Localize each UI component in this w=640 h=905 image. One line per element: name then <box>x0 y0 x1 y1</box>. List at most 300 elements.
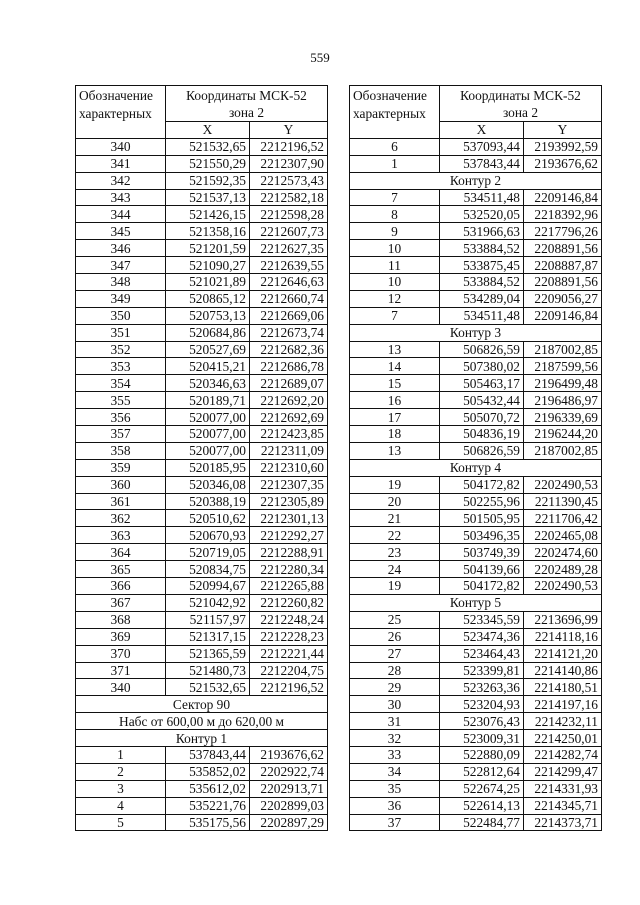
point-id-cell: 367 <box>76 594 166 611</box>
point-id-cell: 32 <box>350 730 440 747</box>
table-row <box>76 240 328 257</box>
x-coordinate-cell: 534289,04 <box>440 290 524 307</box>
point-id-cell: 353 <box>76 358 166 375</box>
point-id-cell: 340 <box>76 138 166 155</box>
y-coordinate-cell: 2214197,16 <box>524 696 602 713</box>
x-coordinate-cell: 505432,44 <box>440 392 524 409</box>
x-coordinate-cell: 521365,59 <box>166 645 250 662</box>
point-id-cell: 31 <box>350 713 440 730</box>
x-coordinate-cell: 537843,44 <box>440 155 524 172</box>
y-coordinate-cell: 2209056,27 <box>524 290 602 307</box>
x-coordinate-cell: 535612,02 <box>166 780 250 797</box>
table-row <box>76 426 328 443</box>
y-coordinate-cell: 2196244,20 <box>524 426 602 443</box>
x-coordinate-cell: 523263,36 <box>440 679 524 696</box>
table-row <box>76 206 328 223</box>
x-coordinate-cell: 520189,71 <box>166 392 250 409</box>
x-coordinate-cell: 520684,86 <box>166 324 250 341</box>
x-coordinate-cell: 521592,35 <box>166 172 250 189</box>
x-coordinate-cell: 520719,05 <box>166 544 250 561</box>
y-coordinate-cell: 2214232,11 <box>524 713 602 730</box>
point-id-cell: 349 <box>76 290 166 307</box>
table-row <box>76 645 328 662</box>
header-row <box>76 86 328 122</box>
x-coordinate-cell: 520834,75 <box>166 561 250 578</box>
y-coordinate-cell: 2212682,36 <box>250 341 328 358</box>
y-coordinate-cell: 2187002,85 <box>524 341 602 358</box>
table-row <box>76 155 328 172</box>
point-id-cell: 361 <box>76 493 166 510</box>
point-id-cell: 350 <box>76 307 166 324</box>
x-coordinate-cell: 502255,96 <box>440 493 524 510</box>
table-row <box>350 611 602 628</box>
x-coordinate-cell: 535175,56 <box>166 814 250 831</box>
y-coordinate-cell: 2212669,06 <box>250 307 328 324</box>
table-row <box>350 426 602 443</box>
table-row <box>76 797 328 814</box>
table-row <box>350 730 602 747</box>
point-id-cell: 34 <box>350 763 440 780</box>
coords-label-line-1: Координаты МСК-52 <box>186 88 307 103</box>
x-coordinate-cell: 520346,63 <box>166 375 250 392</box>
x-coordinate-cell: 533875,45 <box>440 257 524 274</box>
point-id-cell: 16 <box>350 392 440 409</box>
x-coordinate-cell: 520388,19 <box>166 493 250 510</box>
section-row <box>350 459 602 476</box>
table-row <box>76 814 328 831</box>
x-coordinate-cell: 523399,81 <box>440 662 524 679</box>
point-id-cell: 1 <box>350 155 440 172</box>
point-id-cell: 358 <box>76 442 166 459</box>
x-coordinate-cell: 522484,77 <box>440 814 524 831</box>
section-row <box>76 730 328 747</box>
y-coordinate-cell: 2212196,52 <box>250 679 328 696</box>
point-id-cell: 345 <box>76 223 166 240</box>
table-row <box>76 341 328 358</box>
table-row <box>350 257 602 274</box>
point-id-cell: 364 <box>76 544 166 561</box>
table-row <box>76 594 328 611</box>
table-row <box>76 679 328 696</box>
y-coordinate-cell: 2208891,56 <box>524 274 602 291</box>
point-label-line-2: характерных <box>353 106 426 121</box>
y-header: Y <box>250 122 328 139</box>
table-row <box>76 442 328 459</box>
point-id-cell: 19 <box>350 578 440 595</box>
table-row <box>76 257 328 274</box>
coordinates-table-right <box>349 85 602 831</box>
y-coordinate-cell: 2214121,20 <box>524 645 602 662</box>
y-coordinate-cell: 2218392,96 <box>524 206 602 223</box>
y-coordinate-cell: 2187002,85 <box>524 442 602 459</box>
y-coordinate-cell: 2214282,74 <box>524 746 602 763</box>
table-row <box>350 645 602 662</box>
section-row <box>350 594 602 611</box>
x-coordinate-cell: 523076,43 <box>440 713 524 730</box>
x-coordinate-cell: 521042,92 <box>166 594 250 611</box>
table-row <box>350 358 602 375</box>
coordinates-table-left <box>75 85 328 831</box>
y-coordinate-cell: 2214331,93 <box>524 780 602 797</box>
table-row <box>350 578 602 595</box>
point-id-cell: 362 <box>76 510 166 527</box>
y-coordinate-cell: 2212280,34 <box>250 561 328 578</box>
point-id-cell: 17 <box>350 409 440 426</box>
x-coordinate-cell: 520077,00 <box>166 442 250 459</box>
y-coordinate-cell: 2214250,01 <box>524 730 602 747</box>
x-coordinate-cell: 503496,35 <box>440 527 524 544</box>
point-id-cell: 22 <box>350 527 440 544</box>
y-coordinate-cell: 2212228,23 <box>250 628 328 645</box>
section-row <box>350 172 602 189</box>
table-row <box>76 223 328 240</box>
point-id-cell: 3 <box>76 780 166 797</box>
y-coordinate-cell: 2213696,99 <box>524 611 602 628</box>
x-coordinate-cell: 520346,08 <box>166 476 250 493</box>
point-id-cell: 12 <box>350 290 440 307</box>
point-label-line-1: Обозначение <box>79 88 153 103</box>
point-id-cell: 8 <box>350 206 440 223</box>
x-coordinate-cell: 531966,63 <box>440 223 524 240</box>
point-id-cell: 341 <box>76 155 166 172</box>
x-coordinate-cell: 520753,13 <box>166 307 250 324</box>
x-coordinate-cell: 504139,66 <box>440 561 524 578</box>
point-id-cell: 25 <box>350 611 440 628</box>
point-id-cell: 7 <box>350 307 440 324</box>
table-row <box>350 290 602 307</box>
point-id-cell: 23 <box>350 544 440 561</box>
y-coordinate-cell: 2212639,55 <box>250 257 328 274</box>
y-coordinate-cell: 2187599,56 <box>524 358 602 375</box>
y-coordinate-cell: 2196339,69 <box>524 409 602 426</box>
table-row <box>76 561 328 578</box>
coords-label-line-2: зона 2 <box>502 105 539 120</box>
x-coordinate-cell: 520670,93 <box>166 527 250 544</box>
y-coordinate-cell: 2193676,62 <box>524 155 602 172</box>
point-id-cell: 14 <box>350 358 440 375</box>
point-id-cell: 11 <box>350 257 440 274</box>
point-id-cell: 26 <box>350 628 440 645</box>
point-id-cell: 21 <box>350 510 440 527</box>
table-row <box>350 223 602 240</box>
x-coordinate-cell: 501505,95 <box>440 510 524 527</box>
y-coordinate-cell: 2214373,71 <box>524 814 602 831</box>
table-body-left <box>76 86 328 831</box>
point-id-cell: 4 <box>76 797 166 814</box>
table-row <box>350 780 602 797</box>
table-row <box>350 307 602 324</box>
y-coordinate-cell: 2217796,26 <box>524 223 602 240</box>
table-row <box>76 493 328 510</box>
point-label-line-1: Обозначение <box>353 88 427 103</box>
x-coordinate-cell: 523009,31 <box>440 730 524 747</box>
point-id-cell: 6 <box>350 138 440 155</box>
y-coordinate-cell: 2212423,85 <box>250 426 328 443</box>
point-id-cell: 369 <box>76 628 166 645</box>
table-row <box>76 172 328 189</box>
point-id-cell: 351 <box>76 324 166 341</box>
table-row <box>76 476 328 493</box>
point-id-cell: 35 <box>350 780 440 797</box>
x-coordinate-cell: 521480,73 <box>166 662 250 679</box>
table-row <box>350 375 602 392</box>
section-row <box>76 713 328 730</box>
x-coordinate-cell: 521426,15 <box>166 206 250 223</box>
table-row <box>76 375 328 392</box>
table-row <box>350 527 602 544</box>
point-id-cell: 20 <box>350 493 440 510</box>
section-title: Сектор 90 <box>76 696 328 713</box>
point-id-cell: 371 <box>76 662 166 679</box>
point-id-cell: 360 <box>76 476 166 493</box>
section-title: Контур 3 <box>350 324 602 341</box>
y-header: Y <box>524 122 602 139</box>
y-coordinate-cell: 2212310,60 <box>250 459 328 476</box>
point-id-cell: 36 <box>350 797 440 814</box>
table-row <box>76 290 328 307</box>
point-id-cell: 13 <box>350 442 440 459</box>
section-title: Контур 4 <box>350 459 602 476</box>
point-id-cell: 5 <box>76 814 166 831</box>
point-id-cell: 343 <box>76 189 166 206</box>
point-id-cell: 368 <box>76 611 166 628</box>
table-row <box>76 510 328 527</box>
point-label-line-2: характерных <box>79 106 152 121</box>
x-coordinate-cell: 520185,95 <box>166 459 250 476</box>
point-id-cell: 7 <box>350 189 440 206</box>
y-coordinate-cell: 2212598,28 <box>250 206 328 223</box>
y-coordinate-cell: 2212686,78 <box>250 358 328 375</box>
x-coordinate-cell: 523204,93 <box>440 696 524 713</box>
x-coordinate-cell: 523464,43 <box>440 645 524 662</box>
y-coordinate-cell: 2212689,07 <box>250 375 328 392</box>
x-coordinate-cell: 521358,16 <box>166 223 250 240</box>
y-coordinate-cell: 2212260,82 <box>250 594 328 611</box>
table-row <box>76 611 328 628</box>
table-row <box>76 358 328 375</box>
table-row <box>350 814 602 831</box>
table-row <box>350 392 602 409</box>
table-row <box>350 696 602 713</box>
point-id-cell: 363 <box>76 527 166 544</box>
x-coordinate-cell: 507380,02 <box>440 358 524 375</box>
page-number: 559 <box>310 50 330 65</box>
section-title: Контур 5 <box>350 594 602 611</box>
y-coordinate-cell: 2214299,47 <box>524 763 602 780</box>
point-label-header <box>76 86 166 139</box>
y-coordinate-cell: 2202489,28 <box>524 561 602 578</box>
y-coordinate-cell: 2202490,53 <box>524 476 602 493</box>
y-coordinate-cell: 2202490,53 <box>524 578 602 595</box>
x-coordinate-cell: 521157,97 <box>166 611 250 628</box>
x-coordinate-cell: 504836,19 <box>440 426 524 443</box>
table-row <box>350 189 602 206</box>
y-coordinate-cell: 2212292,27 <box>250 527 328 544</box>
x-coordinate-cell: 523345,59 <box>440 611 524 628</box>
point-id-cell: 10 <box>350 240 440 257</box>
y-coordinate-cell: 2193676,62 <box>250 746 328 763</box>
x-coordinate-cell: 520865,12 <box>166 290 250 307</box>
y-coordinate-cell: 2209146,84 <box>524 307 602 324</box>
y-coordinate-cell: 2212305,89 <box>250 493 328 510</box>
y-coordinate-cell: 2202474,60 <box>524 544 602 561</box>
point-id-cell: 28 <box>350 662 440 679</box>
y-coordinate-cell: 2212307,35 <box>250 476 328 493</box>
x-coordinate-cell: 505463,17 <box>440 375 524 392</box>
y-coordinate-cell: 2202899,03 <box>250 797 328 814</box>
point-id-cell: 9 <box>350 223 440 240</box>
y-coordinate-cell: 2202897,29 <box>250 814 328 831</box>
point-id-cell: 346 <box>76 240 166 257</box>
point-id-cell: 356 <box>76 409 166 426</box>
table-row <box>76 763 328 780</box>
x-coordinate-cell: 533884,52 <box>440 240 524 257</box>
y-coordinate-cell: 2212607,73 <box>250 223 328 240</box>
table-row <box>76 544 328 561</box>
y-coordinate-cell: 2214345,71 <box>524 797 602 814</box>
x-coordinate-cell: 521537,13 <box>166 189 250 206</box>
x-coordinate-cell: 522812,64 <box>440 763 524 780</box>
point-id-cell: 357 <box>76 426 166 443</box>
table-row <box>350 409 602 426</box>
table-row <box>76 274 328 291</box>
table-row <box>350 442 602 459</box>
x-coordinate-cell: 520415,21 <box>166 358 250 375</box>
section-title: Набс от 600,00 м до 620,00 м <box>76 713 328 730</box>
y-coordinate-cell: 2202913,71 <box>250 780 328 797</box>
y-coordinate-cell: 2214118,16 <box>524 628 602 645</box>
table-row <box>350 746 602 763</box>
x-coordinate-cell: 521532,65 <box>166 679 250 696</box>
point-id-cell: 2 <box>76 763 166 780</box>
table-row <box>350 544 602 561</box>
x-coordinate-cell: 522614,13 <box>440 797 524 814</box>
table-row <box>76 459 328 476</box>
point-id-cell: 359 <box>76 459 166 476</box>
y-coordinate-cell: 2193992,59 <box>524 138 602 155</box>
point-id-cell: 13 <box>350 341 440 358</box>
point-id-cell: 348 <box>76 274 166 291</box>
coords-label-line-1: Координаты МСК-52 <box>460 88 581 103</box>
y-coordinate-cell: 2212627,35 <box>250 240 328 257</box>
point-id-cell: 347 <box>76 257 166 274</box>
section-row <box>76 696 328 713</box>
point-id-cell: 342 <box>76 172 166 189</box>
x-coordinate-cell: 520077,00 <box>166 426 250 443</box>
y-coordinate-cell: 2202922,74 <box>250 763 328 780</box>
x-coordinate-cell: 506826,59 <box>440 341 524 358</box>
y-coordinate-cell: 2202465,08 <box>524 527 602 544</box>
x-coordinate-cell: 521532,65 <box>166 138 250 155</box>
y-coordinate-cell: 2212221,44 <box>250 645 328 662</box>
y-coordinate-cell: 2214140,86 <box>524 662 602 679</box>
table-row <box>76 409 328 426</box>
point-label-header <box>350 86 440 139</box>
y-coordinate-cell: 2212196,52 <box>250 138 328 155</box>
x-coordinate-cell: 535852,02 <box>166 763 250 780</box>
table-row <box>350 763 602 780</box>
point-id-cell: 1 <box>76 746 166 763</box>
x-coordinate-cell: 520077,00 <box>166 409 250 426</box>
table-row <box>76 527 328 544</box>
x-coordinate-cell: 520510,62 <box>166 510 250 527</box>
point-id-cell: 344 <box>76 206 166 223</box>
section-row <box>350 324 602 341</box>
y-coordinate-cell: 2212265,88 <box>250 578 328 595</box>
x-coordinate-cell: 532520,05 <box>440 206 524 223</box>
table-row <box>76 578 328 595</box>
point-id-cell: 340 <box>76 679 166 696</box>
x-coordinate-cell: 534511,48 <box>440 189 524 206</box>
x-coordinate-cell: 523474,36 <box>440 628 524 645</box>
table-row <box>350 679 602 696</box>
section-title: Контур 2 <box>350 172 602 189</box>
table-row <box>76 392 328 409</box>
x-coordinate-cell: 521090,27 <box>166 257 250 274</box>
table-row <box>350 493 602 510</box>
table-row <box>350 138 602 155</box>
point-id-cell: 30 <box>350 696 440 713</box>
table-row <box>350 628 602 645</box>
x-coordinate-cell: 520994,67 <box>166 578 250 595</box>
table-row <box>76 189 328 206</box>
table-row <box>350 713 602 730</box>
y-coordinate-cell: 2212311,09 <box>250 442 328 459</box>
y-coordinate-cell: 2196499,48 <box>524 375 602 392</box>
coords-label-header <box>166 86 328 122</box>
x-coordinate-cell: 506826,59 <box>440 442 524 459</box>
table-row <box>350 662 602 679</box>
y-coordinate-cell: 2212673,74 <box>250 324 328 341</box>
point-id-cell: 352 <box>76 341 166 358</box>
point-id-cell: 355 <box>76 392 166 409</box>
table-row <box>350 510 602 527</box>
table-row <box>350 341 602 358</box>
x-coordinate-cell: 537843,44 <box>166 746 250 763</box>
point-id-cell: 370 <box>76 645 166 662</box>
point-id-cell: 18 <box>350 426 440 443</box>
table-row <box>350 206 602 223</box>
point-id-cell: 27 <box>350 645 440 662</box>
x-coordinate-cell: 521201,59 <box>166 240 250 257</box>
y-coordinate-cell: 2212301,13 <box>250 510 328 527</box>
y-coordinate-cell: 2212582,18 <box>250 189 328 206</box>
x-coordinate-cell: 533884,52 <box>440 274 524 291</box>
table-row <box>350 561 602 578</box>
coords-label-header <box>440 86 602 122</box>
table-row <box>76 324 328 341</box>
x-coordinate-cell: 504172,82 <box>440 476 524 493</box>
table-row <box>350 476 602 493</box>
y-coordinate-cell: 2211706,42 <box>524 510 602 527</box>
point-id-cell: 37 <box>350 814 440 831</box>
point-id-cell: 15 <box>350 375 440 392</box>
table-row <box>350 274 602 291</box>
y-coordinate-cell: 2212692,20 <box>250 392 328 409</box>
section-title: Контур 1 <box>76 730 328 747</box>
x-header: X <box>166 122 250 139</box>
header-row <box>350 86 602 122</box>
table-row <box>76 138 328 155</box>
point-id-cell: 29 <box>350 679 440 696</box>
table-row <box>350 240 602 257</box>
y-coordinate-cell: 2212248,24 <box>250 611 328 628</box>
point-id-cell: 33 <box>350 746 440 763</box>
y-coordinate-cell: 2212307,90 <box>250 155 328 172</box>
table-row <box>76 662 328 679</box>
x-coordinate-cell: 521550,29 <box>166 155 250 172</box>
x-coordinate-cell: 521317,15 <box>166 628 250 645</box>
